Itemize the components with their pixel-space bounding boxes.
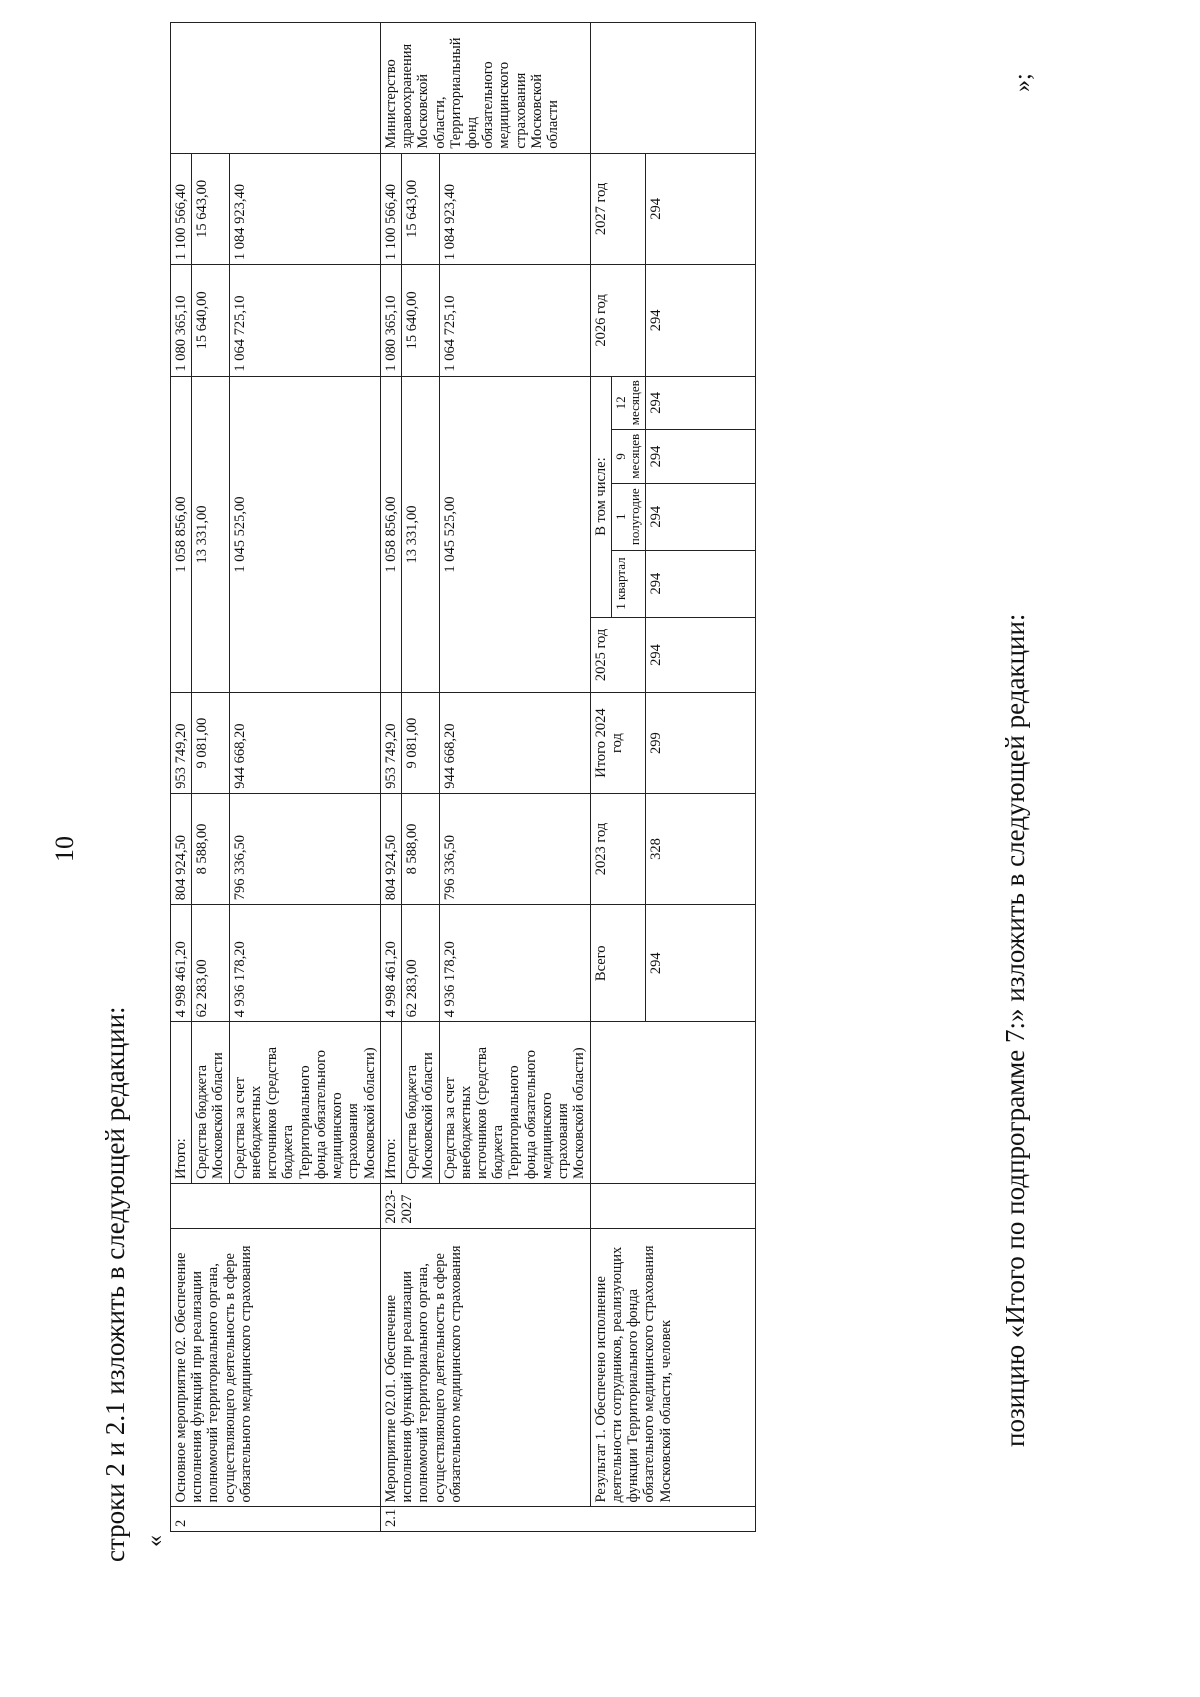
result-q1: 294 bbox=[645, 550, 755, 617]
value-2026: 1 080 365,10 bbox=[380, 265, 401, 377]
value-2023: 804 924,50 bbox=[380, 793, 401, 905]
value-2025: 1 058 856,00 bbox=[171, 376, 192, 693]
value-2023: 804 924,50 bbox=[171, 793, 192, 905]
value-2023: 8 588,00 bbox=[192, 793, 229, 905]
row-name: Мероприятие 02.01. Обеспечение исполнения функций при реализации полномочий территориального органа, осуществляющего деятельность в сфере обязательного медицинского страхования bbox=[380, 1228, 590, 1507]
header-h1: 1 полугодие bbox=[611, 483, 645, 550]
value-total: 4 998 461,20 bbox=[171, 905, 192, 1022]
value-2024: 9 081,00 bbox=[192, 693, 229, 793]
intro-text: строки 2 и 2.1 изложить в следующей редакции: bbox=[100, 1006, 130, 1562]
result-2027: 294 bbox=[645, 153, 755, 265]
result-source bbox=[590, 1022, 755, 1184]
value-2024: 9 081,00 bbox=[402, 693, 439, 793]
value-2027: 15 643,00 bbox=[192, 153, 229, 265]
row-name: Основное мероприятие 02. Обеспечение исполнения функций при реализации полномочий территориального органа, осуществляющего деятельность в сфере обязательного медицинского страхования bbox=[171, 1228, 381, 1507]
row-period bbox=[171, 1184, 381, 1229]
value-total: 4 936 178,20 bbox=[439, 905, 590, 1022]
result-2024: 299 bbox=[645, 693, 755, 793]
result-h1: 294 bbox=[645, 483, 755, 550]
value-2027: 1 100 566,40 bbox=[171, 153, 192, 265]
value-2027: 1 084 923,40 bbox=[229, 153, 380, 265]
responsible: Министерство здравоохранения Московской области, Территориальный фонд обязательного медицинского страхования Московской области bbox=[380, 23, 590, 154]
table-row bbox=[171, 23, 192, 1532]
header-12m: 12 месяцев bbox=[611, 376, 645, 430]
value-2025: 1 058 856,00 bbox=[380, 376, 401, 693]
row-period: 2023-2027 bbox=[380, 1184, 590, 1229]
result-9m: 294 bbox=[645, 430, 755, 484]
value-2025: 1 045 525,00 bbox=[439, 376, 590, 693]
value-2027: 1 084 923,40 bbox=[439, 153, 590, 265]
source-label: Итого: bbox=[380, 1022, 401, 1184]
value-total: 4 936 178,20 bbox=[229, 905, 380, 1022]
header-total: Всего bbox=[590, 905, 645, 1022]
value-2026: 1 064 725,10 bbox=[439, 265, 590, 377]
value-2025: 13 331,00 bbox=[192, 376, 229, 693]
value-2026: 15 640,00 bbox=[402, 265, 439, 377]
close-quote: »; bbox=[1010, 73, 1036, 92]
value-2026: 1 080 365,10 bbox=[171, 265, 192, 377]
value-total: 4 998 461,20 bbox=[380, 905, 401, 1022]
value-total: 62 283,00 bbox=[192, 905, 229, 1022]
result-12m: 294 bbox=[645, 376, 755, 430]
result-2023: 328 bbox=[645, 793, 755, 905]
value-2024: 953 749,20 bbox=[380, 693, 401, 793]
header-9m: 9 месяцев bbox=[611, 430, 645, 484]
value-2025: 13 331,00 bbox=[402, 376, 439, 693]
header-including: В том числе: bbox=[590, 376, 611, 617]
value-2024: 944 668,20 bbox=[439, 693, 590, 793]
header-2027: 2027 год bbox=[590, 153, 645, 265]
value-total: 62 283,00 bbox=[402, 905, 439, 1022]
result-total: 294 bbox=[645, 905, 755, 1022]
row-number: 2 bbox=[171, 1507, 381, 1532]
source-label: Средства бюджета Московской области bbox=[192, 1022, 229, 1184]
header-2026: 2026 год bbox=[590, 265, 645, 377]
header-2025: 2025 год bbox=[590, 617, 645, 693]
result-responsible bbox=[590, 23, 755, 154]
source-label: Средства бюджета Московской области bbox=[402, 1022, 439, 1184]
source-label: Средства за счет внебюджетных источников (средства бюджета Территориального фонда обязательного медицинского страхования Московской области) bbox=[439, 1022, 590, 1184]
value-2023: 8 588,00 bbox=[402, 793, 439, 905]
result-2025: 294 bbox=[645, 617, 755, 693]
value-2026: 15 640,00 bbox=[192, 265, 229, 377]
row-number: 2.1 bbox=[380, 1507, 755, 1532]
value-2026: 1 064 725,10 bbox=[229, 265, 380, 377]
value-2023: 796 336,50 bbox=[229, 793, 380, 905]
result-2026: 294 bbox=[645, 265, 755, 377]
value-2027: 15 643,00 bbox=[402, 153, 439, 265]
outro-text: позицию «Итого по подпрограмме 7:» изложить в следующей редакции: bbox=[1000, 613, 1030, 1447]
page-number: 10 bbox=[50, 836, 79, 862]
value-2024: 953 749,20 bbox=[171, 693, 192, 793]
responsible bbox=[171, 23, 381, 154]
header-2024: Итого 2024 год bbox=[590, 693, 645, 793]
source-label: Средства за счет внебюджетных источников (средства бюджета Территориального фонда обязательного медицинского страхования Московской области) bbox=[229, 1022, 380, 1184]
result-name: Результат 1. Обеспечено исполнение деятельности сотрудников, реализующих функции Территориального фонда обязательного медицинского страхования Московской области, человек bbox=[590, 1228, 755, 1507]
value-2027: 1 100 566,40 bbox=[380, 153, 401, 265]
header-q1: 1 квартал bbox=[611, 550, 645, 617]
value-2025: 1 045 525,00 bbox=[229, 376, 380, 693]
result-header-row bbox=[590, 23, 611, 1532]
value-2023: 796 336,50 bbox=[439, 793, 590, 905]
open-quote: « bbox=[142, 1535, 168, 1547]
result-period bbox=[590, 1184, 755, 1229]
program-table bbox=[170, 22, 756, 1532]
header-2023: 2023 год bbox=[590, 793, 645, 905]
table-row bbox=[380, 23, 401, 1532]
source-label: Итого: bbox=[171, 1022, 192, 1184]
value-2024: 944 668,20 bbox=[229, 693, 380, 793]
